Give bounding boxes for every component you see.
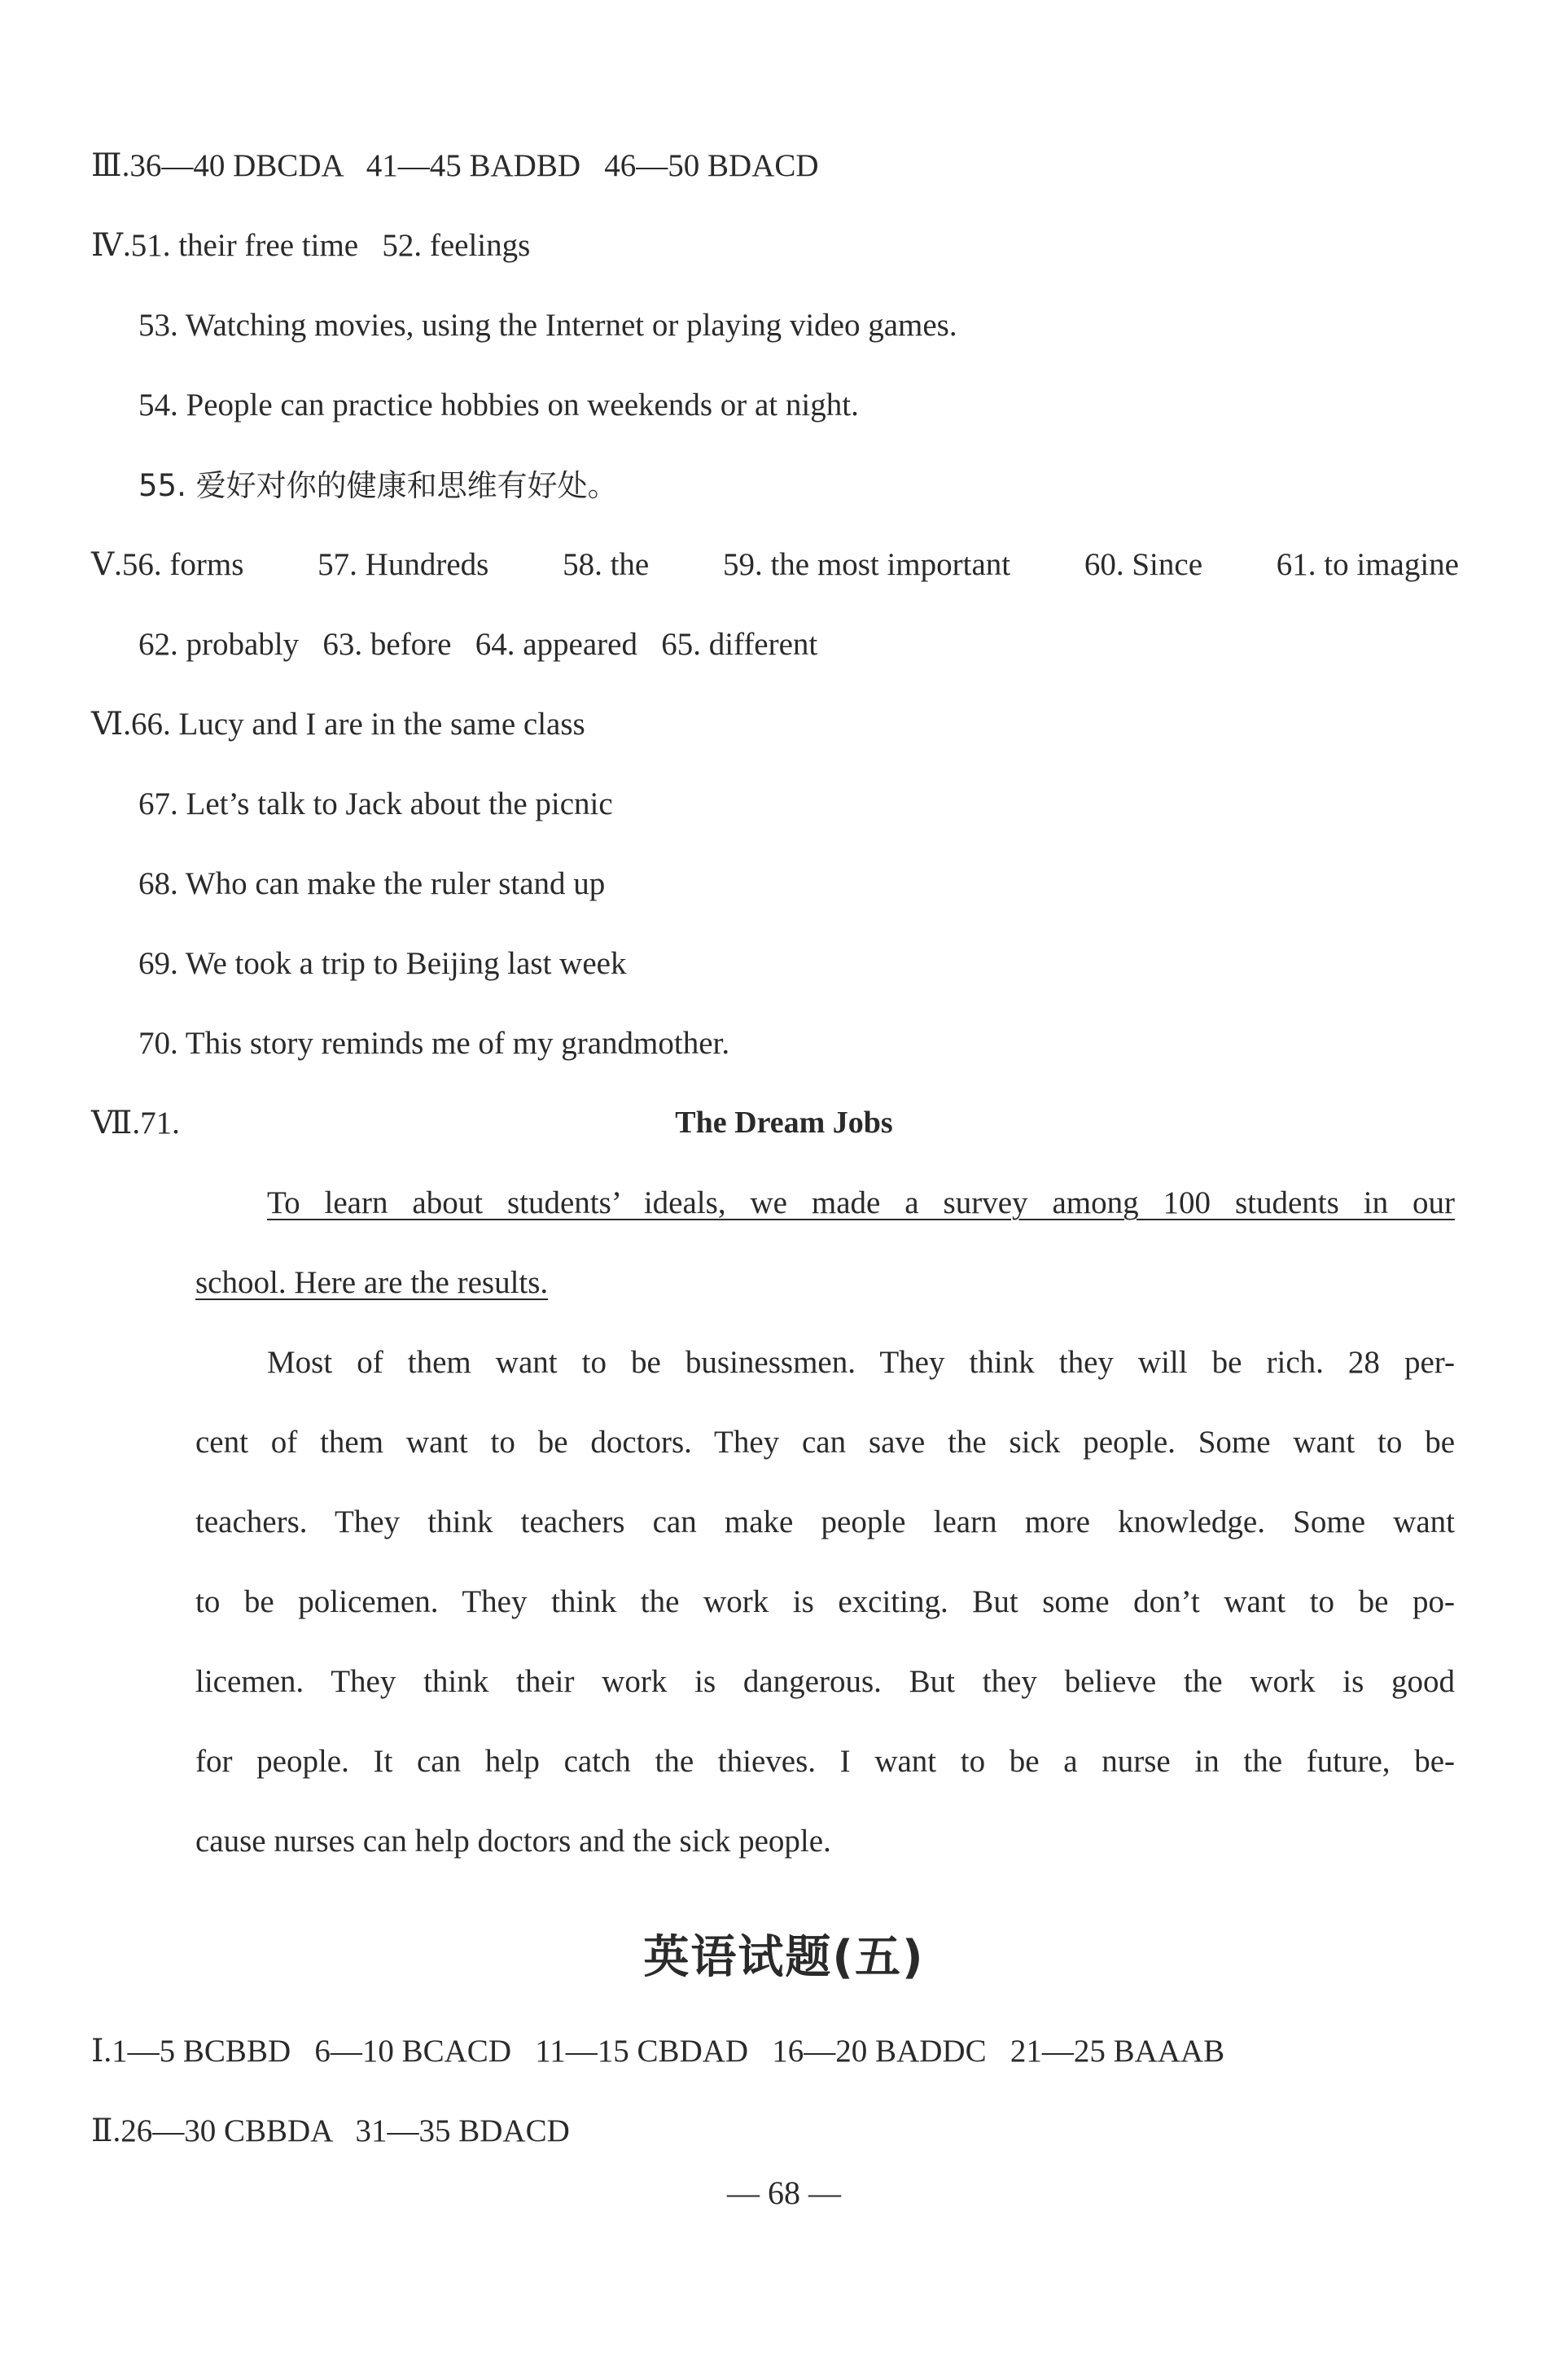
- answer-item: 56. forms: [121, 547, 244, 582]
- answer-item: 53. Watching movies, using the Internet or playing video games.: [138, 308, 957, 343]
- essay-body-line: Most of them want to be businessmen. They think they will be rich. 28 per-: [267, 1345, 1455, 1380]
- section-label: Ⅴ.: [91, 547, 122, 582]
- answer-text: 36—40 DBCDA 41—45 BADBD 46—50 BDACD: [129, 148, 819, 183]
- essay-body-line: licemen. They think their work is dangerous. But they believe the work is good: [195, 1664, 1455, 1699]
- answer-item: 61. to imagine: [1276, 547, 1459, 582]
- section-label: Ⅰ.: [91, 2034, 112, 2069]
- answer-line-test5-s2: [91, 2115, 570, 2147]
- answer-item: 67. Let’s talk to Jack about the picnic: [138, 786, 613, 821]
- test-section-title: 英语试题(五): [643, 1931, 925, 1984]
- answer-text: 1—5 BCBBD 6—10 BCACD 11—15 CBDAD 16—20 BADDC 21—25 BAAAB: [112, 2034, 1225, 2069]
- answer-line-test5-s1: [91, 2035, 1224, 2067]
- section-label: Ⅱ.: [91, 2113, 121, 2148]
- answer-item-chinese: 55. 爱好对你的健康和思维有好处。: [138, 468, 618, 503]
- answer-line-s4: [91, 230, 530, 261]
- answer-text: 26—30 CBBDA 31—35 BDACD: [120, 2113, 570, 2148]
- answer-item: 69. We took a trip to Beijing last week: [138, 946, 627, 981]
- section-label: Ⅳ.: [91, 228, 131, 263]
- essay-body-line: cause nurses can help doctors and the sick people.: [195, 1824, 831, 1859]
- answer-text: 51. their free time 52. feelings: [130, 228, 531, 263]
- answer-line-s3: [91, 150, 819, 182]
- page-number: — 68 —: [727, 2174, 841, 2211]
- answer-item: 59. the most important: [722, 547, 1011, 582]
- answer-line-s5-row2: 62. probably 63. before 64. appeared 65. different: [138, 627, 818, 662]
- essay-body-line: for people. It can help catch the thieves. I want to be a nurse in the future, be-: [195, 1744, 1455, 1779]
- essay-intro-line: To learn about students’ ideals, we made a survey among 100 students in our: [267, 1185, 1455, 1220]
- answer-item: 57. Hundreds: [318, 547, 489, 582]
- essay-title: The Dream Jobs: [675, 1106, 893, 1140]
- answer-line-s6: [91, 708, 585, 740]
- answer-item: 54. People can practice hobbies on weekends or at night.: [138, 388, 859, 423]
- answer-item: 70. This story reminds me of my grandmother.: [138, 1026, 730, 1061]
- answer-text: 66. Lucy and I are in the same class: [130, 707, 585, 742]
- answer-item: 60. Since: [1084, 547, 1203, 582]
- section-label: Ⅵ.: [91, 707, 131, 742]
- section-label: Ⅲ.: [91, 148, 130, 183]
- question-number: 71.: [140, 1106, 180, 1141]
- answer-item: 58. the: [563, 547, 650, 582]
- section-label: Ⅶ.: [91, 1106, 141, 1141]
- essay-body-line: to be policemen. They think the work is exciting. But some don’t want to be po-: [195, 1584, 1455, 1619]
- essay-body-line: cent of them want to be doctors. They can save the sick people. Some want to be: [195, 1425, 1455, 1460]
- essay-body-line: teachers. They think teachers can make people learn more knowledge. Some want: [195, 1504, 1455, 1539]
- answer-line-s5: [91, 549, 1459, 580]
- answer-chunk: [91, 549, 243, 580]
- answer-item: 68. Who can make the ruler stand up: [138, 866, 606, 901]
- essay-intro-line: school. Here are the results.: [195, 1265, 549, 1300]
